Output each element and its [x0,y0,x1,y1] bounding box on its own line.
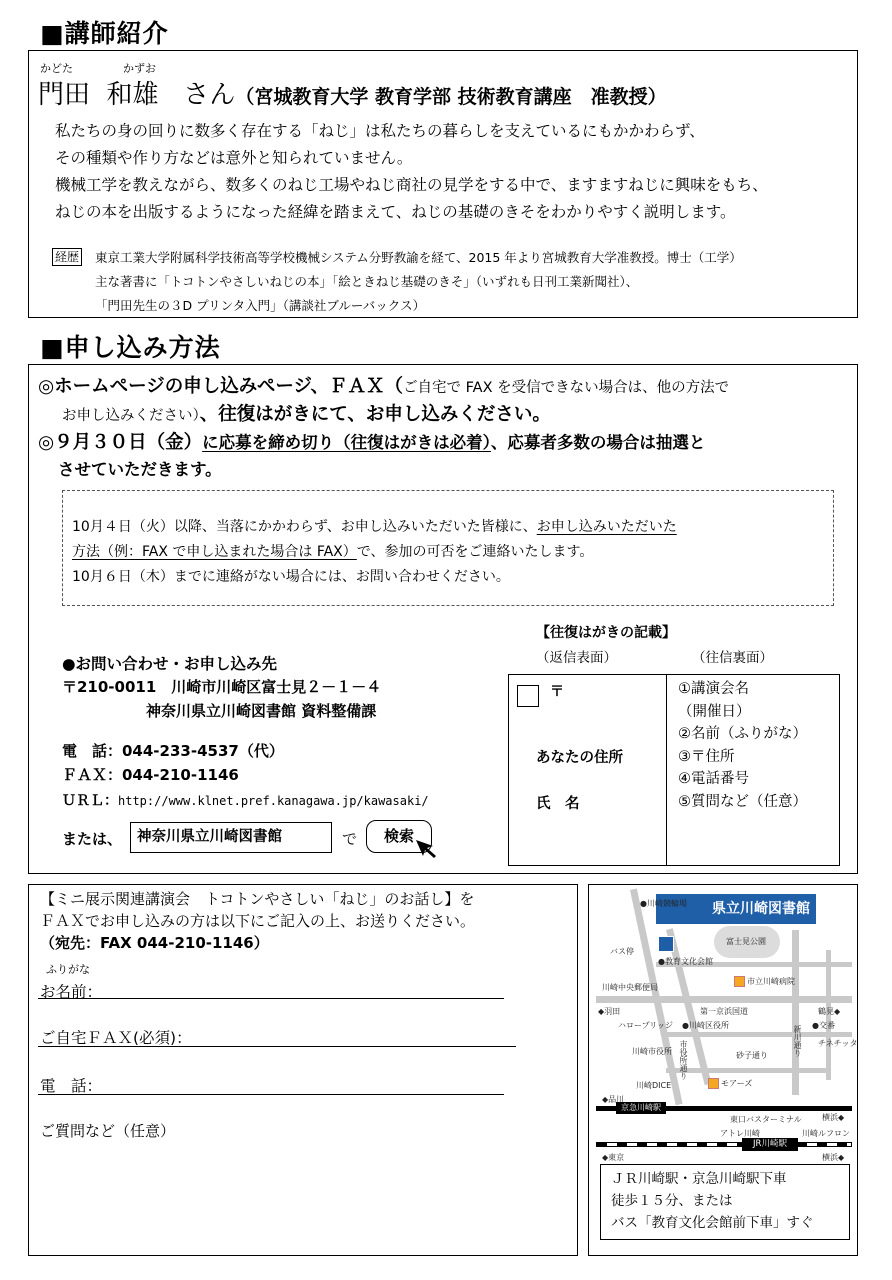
access-line: バス「教育文化会館前下車」すぐ [611,1215,814,1231]
lecturer-affiliation: （宮城教育大学 教育学部 技術教育講座 准教授） [235,86,667,108]
career-books [95,270,638,318]
notice-2b: で、参加の可否をご連絡いたします。 [356,544,594,560]
poi-moazu: モアーズ [721,1079,753,1088]
apply-section-title: ■申し込み方法 [40,333,221,362]
poi-city-hall: 川崎市役所 [632,1047,672,1056]
apply-l1b: ご自宅で FAX を受信できない場合は、他の方法で [403,380,730,396]
postcard-name: 氏 名 [536,796,580,812]
poi-koban: ●交番 [812,1021,835,1030]
poi-city-hospital: 市立川崎病院 [747,977,795,986]
cursor-icon [414,838,438,862]
contact-url-row [62,790,429,810]
access-map [596,890,858,1162]
jr-line [596,1142,852,1147]
postcard-left-label: （返信表面） [536,650,617,666]
lecturer-intro [55,118,855,226]
poi-lufron: 川崎ルフロン [802,1129,850,1138]
notice-text [72,515,677,590]
poi-post-office: 川崎中央郵便局 [602,983,658,992]
career-line: 主な著書に「トコトンやさしいねじの本」「絵ときねじ基礎のきそ」（いずれも日刊工業新聞社）、 [95,274,639,289]
lecturer-honorific: さん [183,80,236,110]
postcard-divider [666,674,667,866]
poi-bus-terminal: 東口バスターミナル [730,1115,802,1124]
contact-address: 〒210-0011 川崎市川崎区富士見２－１－４ [62,678,382,696]
library-icon [658,936,674,952]
poi-daiichi-keihin: 第一京浜国道 [700,1007,748,1016]
poi-fujimi-park: 富士見公園 [726,937,766,946]
lecturer-name [38,74,667,111]
postcard-item: （開催日） [678,703,751,720]
contact-org: 神奈川県立川崎図書館 資料整備課 [146,702,377,720]
apply-line-2 [62,400,551,426]
contact-heading: ●お問い合わせ・お申し込み先 [62,655,278,673]
postcard-items [678,678,807,813]
poi-dice: 川崎DICE [636,1081,672,1090]
intro-line: ねじの本を出版するようになった経緯を踏まえて、ねじの基礎のきそをわかりやすく説明します。 [55,203,736,221]
notice-3: 10月６日（木）までに連絡がない場合には、お問い合わせください。 [72,569,510,585]
apply-lottery: 、応募者多数の場合は抽選と [490,433,706,452]
career-line: 東京工業大学附属科学技術高等学校機械システム分野教諭を経て、2015 年より宮城教育大学准教授。博士（工学） [95,250,742,265]
library-url-link[interactable]: http://www.klnet.pref.kanagawa.jp/kawasaki/ [118,794,429,808]
notice-1b: お申し込みいただいた [536,519,677,535]
postcard-item: ⑤質問など（任意） [678,793,807,810]
url-label: ＵＲＬ： [62,793,118,809]
fax-form-line: 【ミニ展示関連講演会 トコトンやさしい「ねじ」のお話し】を [40,890,475,908]
fax-form-dest: （宛先：FAX 044-210-1146） [40,934,269,952]
postcard-item: ②名前（ふりがな） [678,726,807,742]
poi-shiyakusho-dori: 市役所通り [679,1040,688,1080]
stamp-box [517,685,539,707]
poi-yokohama-keikyu: 横浜◆ [822,1113,845,1122]
postcard-your-address: あなたの住所 [536,750,623,766]
access-directions [600,1164,850,1240]
ruby-given: かずお [123,62,156,75]
or-label: または、 [62,830,123,848]
access-line: ＪＲ川崎駅・京急川崎駅下車 [611,1171,787,1187]
career [95,246,742,270]
jr-station: JR川崎駅 [742,1138,798,1151]
apply-line-1 [38,372,729,398]
intro-line: その種類や作り方などは意外と知られていません。 [55,149,413,167]
poi-tsurumi: 鶴見◆ [818,1007,841,1016]
notice-1a: 10月４日（火）以降、当落にかかわらず、お申し込みいただいた皆様に、 [72,519,537,535]
ruby-surname: かどた [40,62,73,75]
postcard-item: ④電話番号 [678,771,749,787]
poi-cinecitta: チネチッタ [818,1039,858,1048]
lecturer-surname: 門田 [38,80,91,110]
contact-fax: ＦＡＸ：044-210-1146 [62,766,239,784]
home-fax-label: ご自宅ＦＡＸ(必須)： [40,1029,192,1047]
de-label: で [342,830,358,848]
intro-line: 私たちの身の回りに数多く存在する「ねじ」は私たちの暮らしを支えているにもかかわらず、 [55,122,705,140]
poi-ward-office: ●川崎区役所 [682,1021,729,1030]
poi-yokohama-jr: 横浜◆ [822,1153,845,1162]
poi-atre: アトレ川崎 [720,1129,760,1138]
career-tag: 経歴 [52,248,82,266]
postcard-right-label: （往信裏面） [692,650,773,666]
career-line: 「門田先生の３D プリンタ入門」（講談社ブルーバックス） [95,298,426,313]
postcard-item: ③〒住所 [678,748,735,765]
poi-keirin: ●川崎競輪場 [640,899,687,908]
poi-bus-stop: バス停 [610,947,634,956]
search-keyword-box[interactable]: 神奈川県立川崎図書館 [130,822,332,853]
fax-form-line: ＦＡＸでお申し込みの方は以下にご記入の上、お送りください。 [40,912,476,930]
notice-2a: 方法（例：FAX で申し込まれた場合は FAX） [72,544,357,560]
furigana-label: ふりがな [46,963,90,976]
postal-mark: 〒 [550,684,564,700]
apply-deadline-note: に応募を締め切り（往復はがきは必着） [202,433,491,452]
apply-deadline: ◎９月３０日（金） [38,432,203,453]
name-field[interactable] [38,998,504,999]
access-line: 徒歩１５分、または [611,1193,733,1209]
poi-edu-center: ●教育文化会館 [658,957,713,966]
apply-line-4: させていただきます。 [58,460,222,479]
keikyu-station: 京急川崎駅 [616,1102,666,1114]
intro-line: 機械工学を教えながら、数多くのねじ工場やねじ商社の見学をする中で、ますますねじに興味をもち、 [55,176,768,194]
tel-label: 電 話： [40,1077,103,1095]
home-fax-field[interactable] [38,1046,516,1047]
postcard-title: 【往復はがきの記載】 [536,625,676,641]
apply-line-3 [38,428,705,454]
map-title: 県立川崎図書館 [656,894,816,924]
tel-field[interactable] [38,1094,504,1095]
poi-tokyo: ◆東京 [602,1153,625,1162]
poi-sunago-dori: 砂子通り [736,1051,768,1060]
poi-haneda: ◆羽田 [598,1007,621,1016]
postcard-item: ①講演会名 [678,681,749,697]
contact-tel: 電 話：044-233-4537（代） [62,742,284,760]
apply-l1a: ◎ホームページの申し込みページ、ＦＡＸ（ [38,376,404,397]
poi-hello-bridge: ハロープリッジ [618,1021,673,1030]
lecturer-given: 和雄 [106,80,159,110]
lecturer-section-title: ■講師紹介 [40,19,169,48]
apply-l2b: 、往復はがきにて、お申し込みください。 [199,404,551,425]
search-button[interactable]: 検索 [366,820,432,853]
apply-l2a: お申し込みください） [62,408,200,424]
poi-shinagawa: ◆品川 [602,1095,625,1104]
poi-shinkawa-dori: 新川通り [793,1025,802,1057]
questions-label: ご質問など（任意） [40,1122,176,1140]
name-label: お名前： [40,983,103,1001]
fax-form-header [40,888,475,954]
